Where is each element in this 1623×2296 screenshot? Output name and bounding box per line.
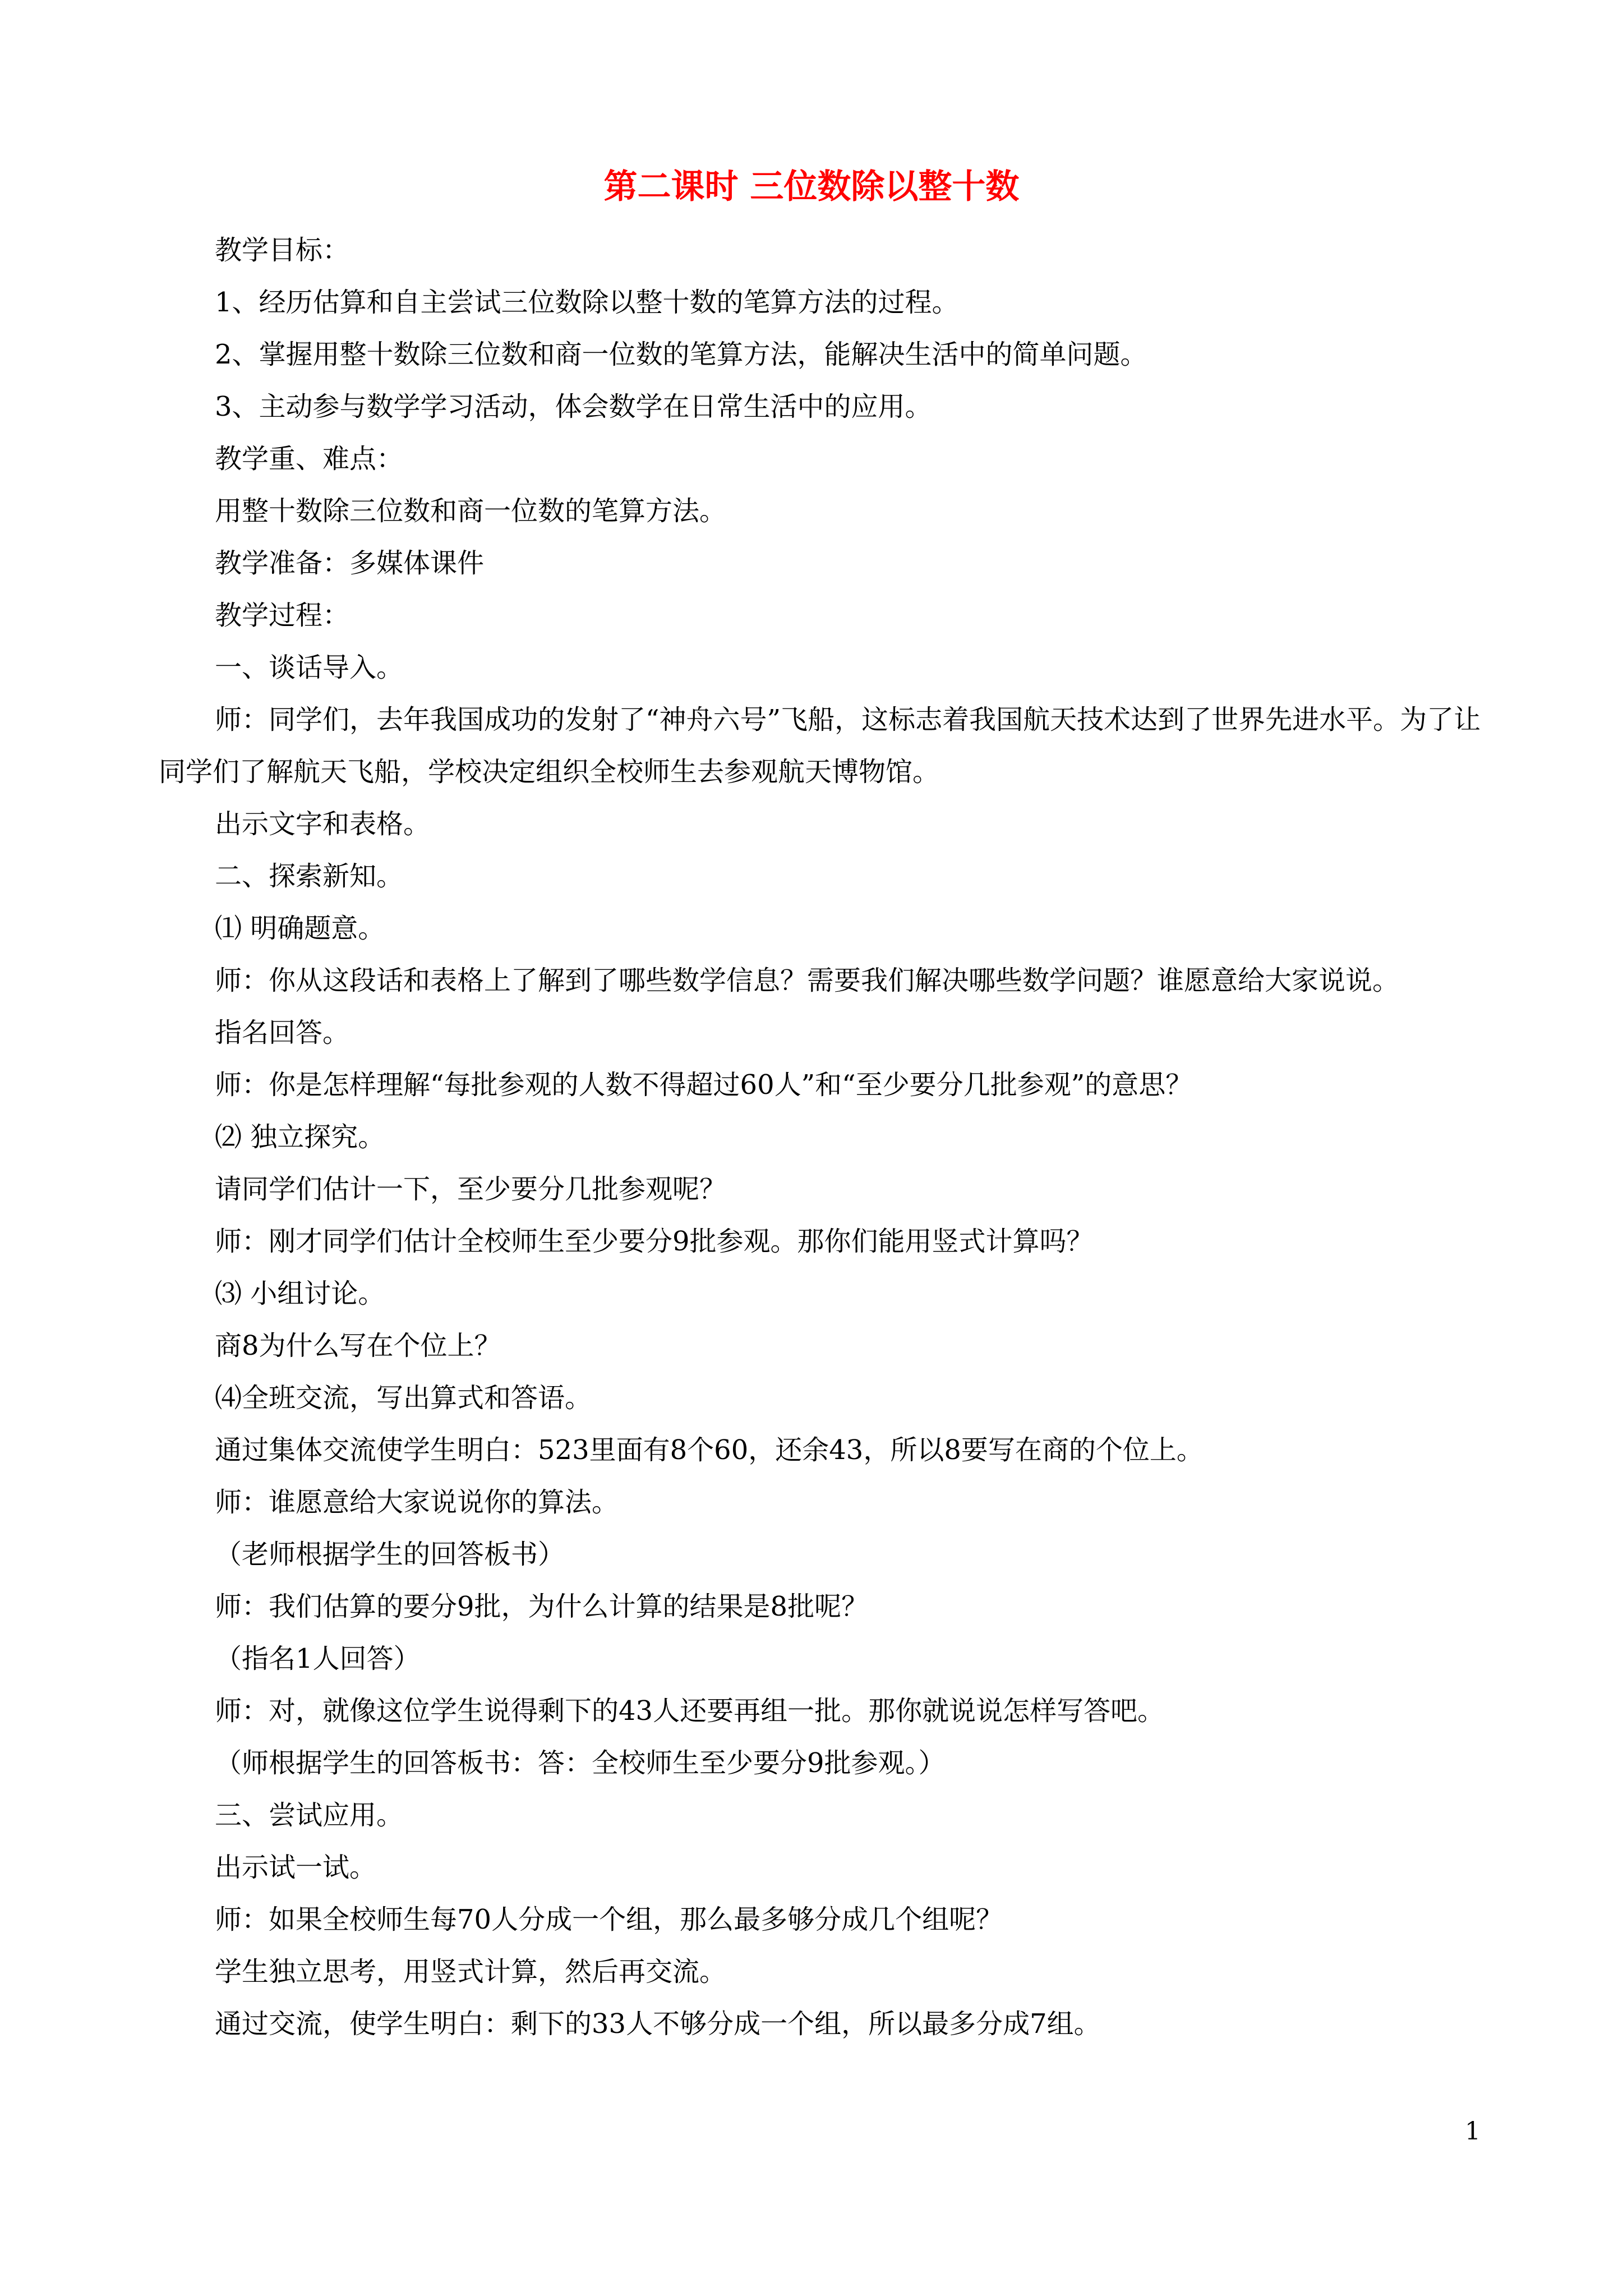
paragraph: （老师根据学生的回答板书） [215,1539,565,1570]
paragraph: 通过交流，使学生明白：剩下的33人不够分成一个组，所以最多分成7组。 [215,2008,1101,2040]
paragraph: 教学过程： [215,600,350,631]
document-body [159,224,1488,2050]
paragraph: 教学重、难点： [215,443,404,475]
paragraph: 出示文字和表格。 [215,808,431,840]
paragraph: ⑵ 独立探究。 [215,1121,385,1153]
page-number: 1 [1465,2117,1481,2146]
paragraph: 用整十数除三位数和商一位数的笔算方法。 [215,495,727,527]
paragraph: 师：你是怎样理解“每批参观的人数不得超过60人”和“至少要分几批参观”的意思？ [215,1069,1193,1101]
paragraph: 二、探索新知。 [215,861,404,892]
paragraph: 师：刚才同学们估计全校师生至少要分9批参观。那你们能用竖式计算吗？ [215,1226,1094,1257]
paragraph: 学生独立思考，用竖式计算，然后再交流。 [215,1956,727,1987]
document-title: 第二课时 三位数除以整十数 [603,167,1020,206]
paragraph: 1、经历估算和自主尝试三位数除以整十数的笔算方法的过程。 [215,287,959,318]
paragraph: 指名回答。 [215,1017,350,1048]
paragraph: 通过集体交流使学生明白：523里面有8个60，还余43，所以8要写在商的个位上。 [215,1434,1204,1466]
paragraph: 出示试一试。 [215,1852,377,1883]
paragraph: 商8为什么写在个位上？ [215,1330,501,1361]
paragraph: 师：谁愿意给大家说说你的算法。 [215,1487,619,1518]
paragraph: 师：你从这段话和表格上了解到了哪些数学信息？需要我们解决哪些数学问题？谁愿意给大家说说。 [215,965,1400,996]
paragraph: ⑴ 明确题意。 [215,913,385,944]
paragraph: 教学准备：多媒体课件 [215,547,485,579]
paragraph: 三、尝试应用。 [215,1800,404,1831]
paragraph: 师：对，就像这位学生说得剩下的43人还要再组一批。那你就说说怎样写答吧。 [215,1695,1165,1727]
paragraph: 师：如果全校师生每70人分成一个组，那么最多够分成几个组呢？ [215,1904,1003,1935]
paragraph: 师：同学们，去年我国成功的发射了“神舟六号”飞船，这标志着我国航天技术达到了世界先进水平。为了让同学们了解航天飞船，学校决定组织全校师生去参观航天博物馆。 [159,704,1481,788]
paragraph: 师：我们估算的要分9批，为什么计算的结果是8批呢？ [215,1591,869,1622]
paragraph: 3、主动参与数学学习活动，体会数学在日常生活中的应用。 [215,391,932,422]
paragraph: 请同学们估计一下，至少要分几批参观呢？ [215,1174,727,1205]
paragraph: ⑶ 小组讨论。 [215,1278,385,1309]
paragraph: 一、谈话导入。 [215,652,404,683]
paragraph: （师根据学生的回答板书：答：全校师生至少要分9批参观。） [215,1747,946,1779]
paragraph: 教学目标： [215,234,350,266]
paragraph: 2、掌握用整十数除三位数和商一位数的笔算方法，能解决生活中的简单问题。 [215,339,1147,370]
paragraph: （指名1人回答） [215,1643,421,1674]
paragraph: ⑷全班交流，写出算式和答语。 [215,1382,592,1414]
